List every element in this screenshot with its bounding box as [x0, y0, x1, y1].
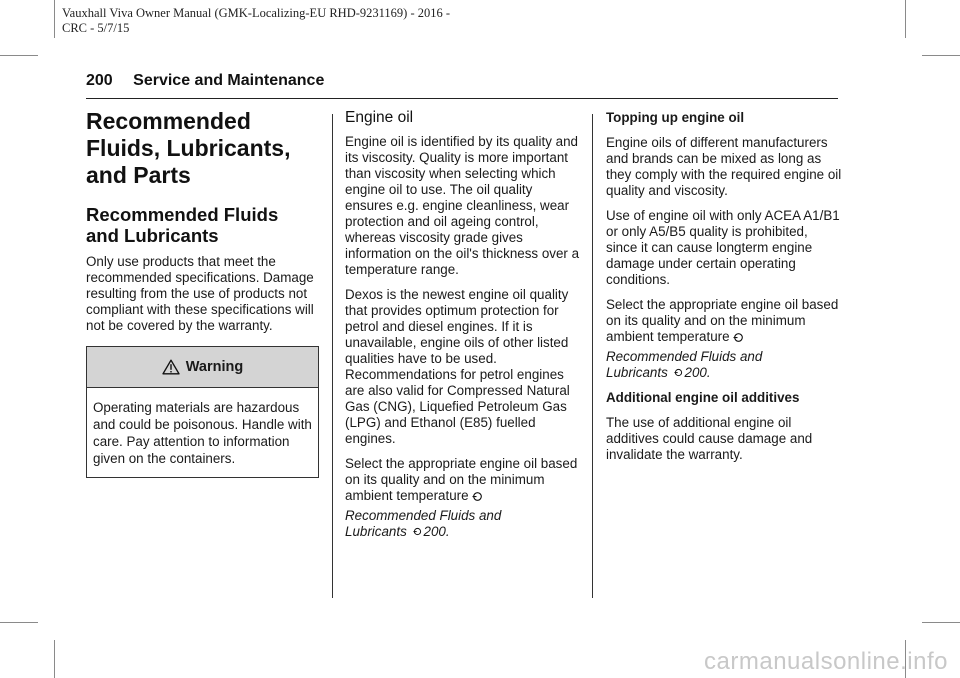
- chapter-title: [86, 108, 322, 189]
- section-heading-line1: Recommended Fluids: [86, 204, 279, 225]
- chapter-title-line3: and Parts: [86, 162, 191, 188]
- running-header-line1: Vauxhall Viva Owner Manual (GMK-Localizing-EU RHD-9231169) - 2016 -: [62, 6, 451, 20]
- crop-mark: [905, 0, 906, 38]
- running-header-line2: CRC - 5/7/15: [62, 21, 130, 35]
- running-header: [62, 6, 450, 36]
- crop-mark: [0, 55, 38, 56]
- engine-oil-paragraph-2: Dexos is the newest engine oil quality that provides optimum protection for petrol and diesel engines. If it is unavailable, engine oils of other listed qualities have to be used. Recommendations for petrol engines are also valid for Compressed Natural Gas (CNG), Liquefied Petroleum Gas (LPG) and Ethanol (E85) fuelled engines.: [345, 287, 570, 446]
- watermark: carmanualsonline.info: [704, 648, 948, 675]
- chapter-title-line2: Fluids, Lubricants,: [86, 135, 291, 161]
- warning-text: Operating materials are hazardous and could be poisonous. Handle with care. Pay attention to information given on the containers.: [93, 400, 312, 466]
- page-reference-icon: [472, 491, 483, 502]
- crop-mark: [54, 640, 55, 678]
- column-1: [86, 108, 322, 478]
- cross-reference-line1: Recommended Fluids and: [606, 349, 763, 364]
- engine-oil-paragraph-3: [345, 456, 581, 504]
- crop-mark: [0, 622, 38, 623]
- engine-oil-paragraph-1: Engine oil is identified by its quality and its viscosity. Quality is more important than viscosity when selecting which engine oil to use. The oil quality ensures e.g. engine cleanliness, wear protection and oil ageing control, whereas viscosity grade gives information on the oil's thickness over a temperature range.: [345, 134, 580, 277]
- cross-reference-link[interactable]: [345, 508, 581, 540]
- cross-reference-link[interactable]: [606, 349, 842, 381]
- crop-mark: [922, 622, 960, 623]
- chapter-title-line1: Recommended: [86, 108, 251, 134]
- page-reference-icon: [413, 527, 422, 536]
- warning-triangle-icon: [162, 359, 180, 375]
- page-reference-icon: [733, 332, 744, 343]
- topping-up-paragraph-1: Engine oils of different manufacturers and brands can be mixed as long as they comply with the required engine oil quality and viscosity.: [606, 135, 842, 198]
- topping-up-paragraph-2: Use of engine oil with only ACEA A1/B1 or only A5/B5 quality is prohibited, since it can cause longterm engine damage under certain operating conditions.: [606, 208, 840, 287]
- warning-box: [86, 346, 319, 478]
- cross-reference-line1: Recommended Fluids and: [345, 508, 502, 523]
- engine-oil-paragraph-3-text: Select the appropriate engine oil based on its quality and on the minimum ambient temperature: [345, 456, 578, 503]
- section-title: Service and Maintenance: [133, 72, 325, 89]
- cross-reference-page: 200.: [684, 365, 711, 380]
- column-2: [345, 110, 581, 549]
- page-reference-icon: [674, 368, 683, 377]
- topping-up-paragraph-3: [606, 297, 842, 345]
- crop-mark: [54, 0, 55, 38]
- crop-mark: [922, 55, 960, 56]
- cross-reference-line2: Lubricants: [606, 365, 668, 380]
- engine-oil-heading: Engine oil: [345, 109, 414, 126]
- section-heading-line2: and Lubricants: [86, 225, 219, 246]
- additives-paragraph: The use of additional engine oil additives could cause damage and invalidate the warranty.: [606, 415, 813, 462]
- warning-header: [87, 347, 318, 388]
- column-3: [606, 110, 842, 472]
- column-divider: [332, 114, 333, 598]
- topping-up-paragraph-3-text: Select the appropriate engine oil based on its quality and on the minimum ambient temperature: [606, 297, 839, 344]
- page-number: 200: [86, 72, 113, 89]
- additives-heading: Additional engine oil additives: [606, 390, 800, 405]
- section-heading: [86, 204, 322, 246]
- cross-reference-page: 200.: [423, 524, 450, 539]
- page-heading: [86, 72, 324, 90]
- topping-up-heading: Topping up engine oil: [606, 110, 745, 125]
- intro-paragraph: Only use products that meet the recommended specifications. Damage resulting from the use of products not compliant with these specifications will not be covered by the warranty.: [86, 254, 314, 333]
- cross-reference-line2: Lubricants: [345, 524, 407, 539]
- column-divider: [592, 114, 593, 598]
- header-divider: [86, 98, 838, 99]
- warning-title: Warning: [185, 359, 244, 375]
